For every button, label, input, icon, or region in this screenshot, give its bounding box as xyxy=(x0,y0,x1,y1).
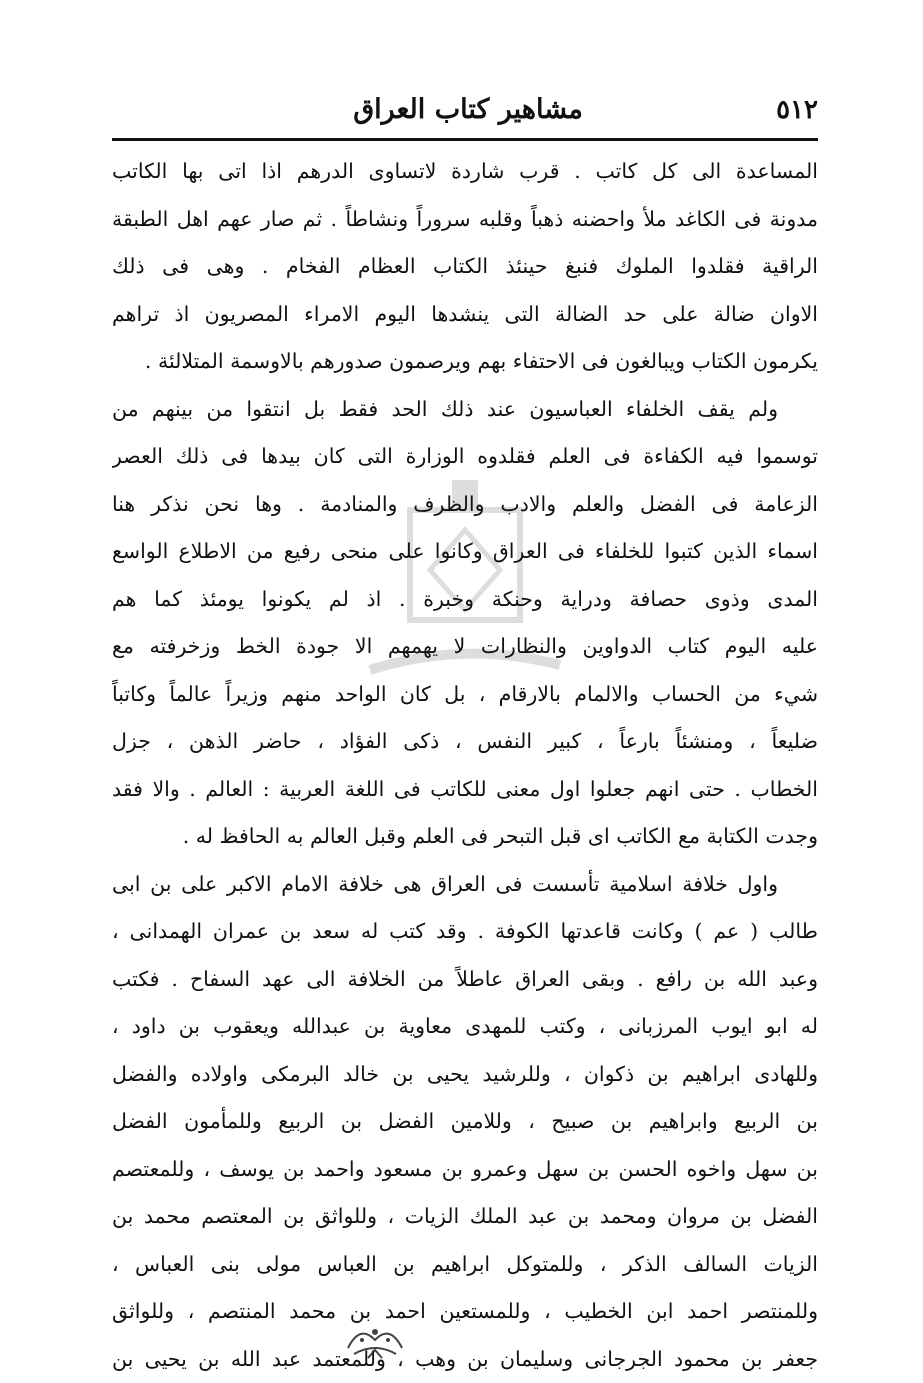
text-line: وجدت الكتابة مع الكاتب اى قبل التبحر فى العلم وقبل العالم به الحافظ له . xyxy=(112,813,818,861)
text-line: مدونة فى الكاغد ملأ واحضنه ذهباً وقلبه سروراً ونشاطاً . ثم صار عهم اهل الطبقة xyxy=(112,196,818,244)
text-line: شيء من الحساب والالمام بالارقام ، بل كان الواحد منهم وزيراً عالماً وكاتباً xyxy=(112,671,818,719)
text-line: المدى وذوى حصافة ودراية وحنكة وخبرة . اذ لم يكونوا يومئذ كما هم xyxy=(112,576,818,624)
text-line: بن سهل واخوه الحسن بن سهل وعمرو بن مسعود واحمد بن يوسف ، وللمعتصم xyxy=(112,1146,818,1194)
text-line: واول خلافة اسلامية تأسست فى العراق هى خلافة الامام الاكبر على بن ابى xyxy=(112,861,818,909)
text-line: جعفر بن محمود الجرجانى وسليمان بن وهب ، وللمعتمد عبد الله بن يحيى بن xyxy=(112,1336,818,1383)
text-line: المساعدة الى كل كاتب . قرب شاردة لاتساوى الدرهم اذا اتى بها الكاتب xyxy=(112,148,818,196)
text-line: له ابو ايوب المرزبانى ، وكتب للمهدى معاوية بن عبدالله ويعقوب بن داود ، xyxy=(112,1003,818,1051)
text-line: الخطاب . حتى انهم جعلوا اول معنى للكاتب فى اللغة العربية : العالم . والا فقد xyxy=(112,766,818,814)
running-title: مشاهير كتاب العراق xyxy=(118,92,818,128)
body-text xyxy=(112,148,818,1383)
text-line: بن الربيع وابراهيم بن صبيح ، وللامين الفضل بن الربيع وللمأمون الفضل xyxy=(112,1098,818,1146)
text-line: اسماء الذين كتبوا للخلفاء فى العراق وكانوا على منحى رفيع من الاطلاع الواسع xyxy=(112,528,818,576)
text-line: عليه اليوم كتاب الدواوين والنظارات لا يهمهم الا جودة الخط وزخرفته مع xyxy=(112,623,818,671)
page-number: ٥١٢ xyxy=(776,92,818,128)
text-line: الاوان ضالة على حد الضالة التى ينشدها اليوم الامراء المصريون اذ تراهم xyxy=(112,291,818,339)
text-line: الفضل بن مروان ومحمد بن عبد الملك الزيات ، وللواثق بن المعتصم محمد بن xyxy=(112,1193,818,1241)
header-rule xyxy=(112,138,818,141)
text-line: الزيات السالف الذكر ، وللمتوكل ابراهيم بن العباس مولى بنى العباس ، xyxy=(112,1241,818,1289)
text-line: توسموا فيه الكفاءة فى العلم فقلدوه الوزارة التى كان بيدها فى ذلك العصر xyxy=(112,433,818,481)
text-line: ضليعاً ، ومنشئاً بارعاً ، كبير النفس ، ذكى الفؤاد ، حاضر الذهن ، جزل xyxy=(112,718,818,766)
text-line: الراقية فقلدوا الملوك فنبغ حينئذ الكتاب العظام الفخام . وهى فى ذلك xyxy=(112,243,818,291)
running-header xyxy=(118,92,818,132)
text-line: ولم يقف الخلفاء العباسيون عند ذلك الحد فقط بل انتقوا من بينهم من xyxy=(112,386,818,434)
text-line: وعبد الله بن رافع . وبقى العراق عاطلاً من الخلافة الى عهد السفاح . فكتب xyxy=(112,956,818,1004)
decorative-ornament xyxy=(340,1318,410,1362)
text-line: وللمنتصر احمد ابن الخطيب ، وللمستعين احمد بن محمد المنتصم ، وللواثق xyxy=(112,1288,818,1336)
text-line: يكرمون الكتاب ويبالغون فى الاحتفاء بهم ويرصمون صدورهم بالاوسمة المتلالئة . xyxy=(112,338,818,386)
text-line: طالب ( عم ) وكانت قاعدتها الكوفة . وقد كتب له سعد بن عمران الهمدانى ، xyxy=(112,908,818,956)
text-line: الزعامة فى الفضل والعلم والادب والظرف والمنادمة . وها نحن نذكر هنا xyxy=(112,481,818,529)
text-line: وللهادى ابراهيم بن ذكوان ، وللرشيد يحيى بن خالد البرمكى واولاده والفضل xyxy=(112,1051,818,1099)
